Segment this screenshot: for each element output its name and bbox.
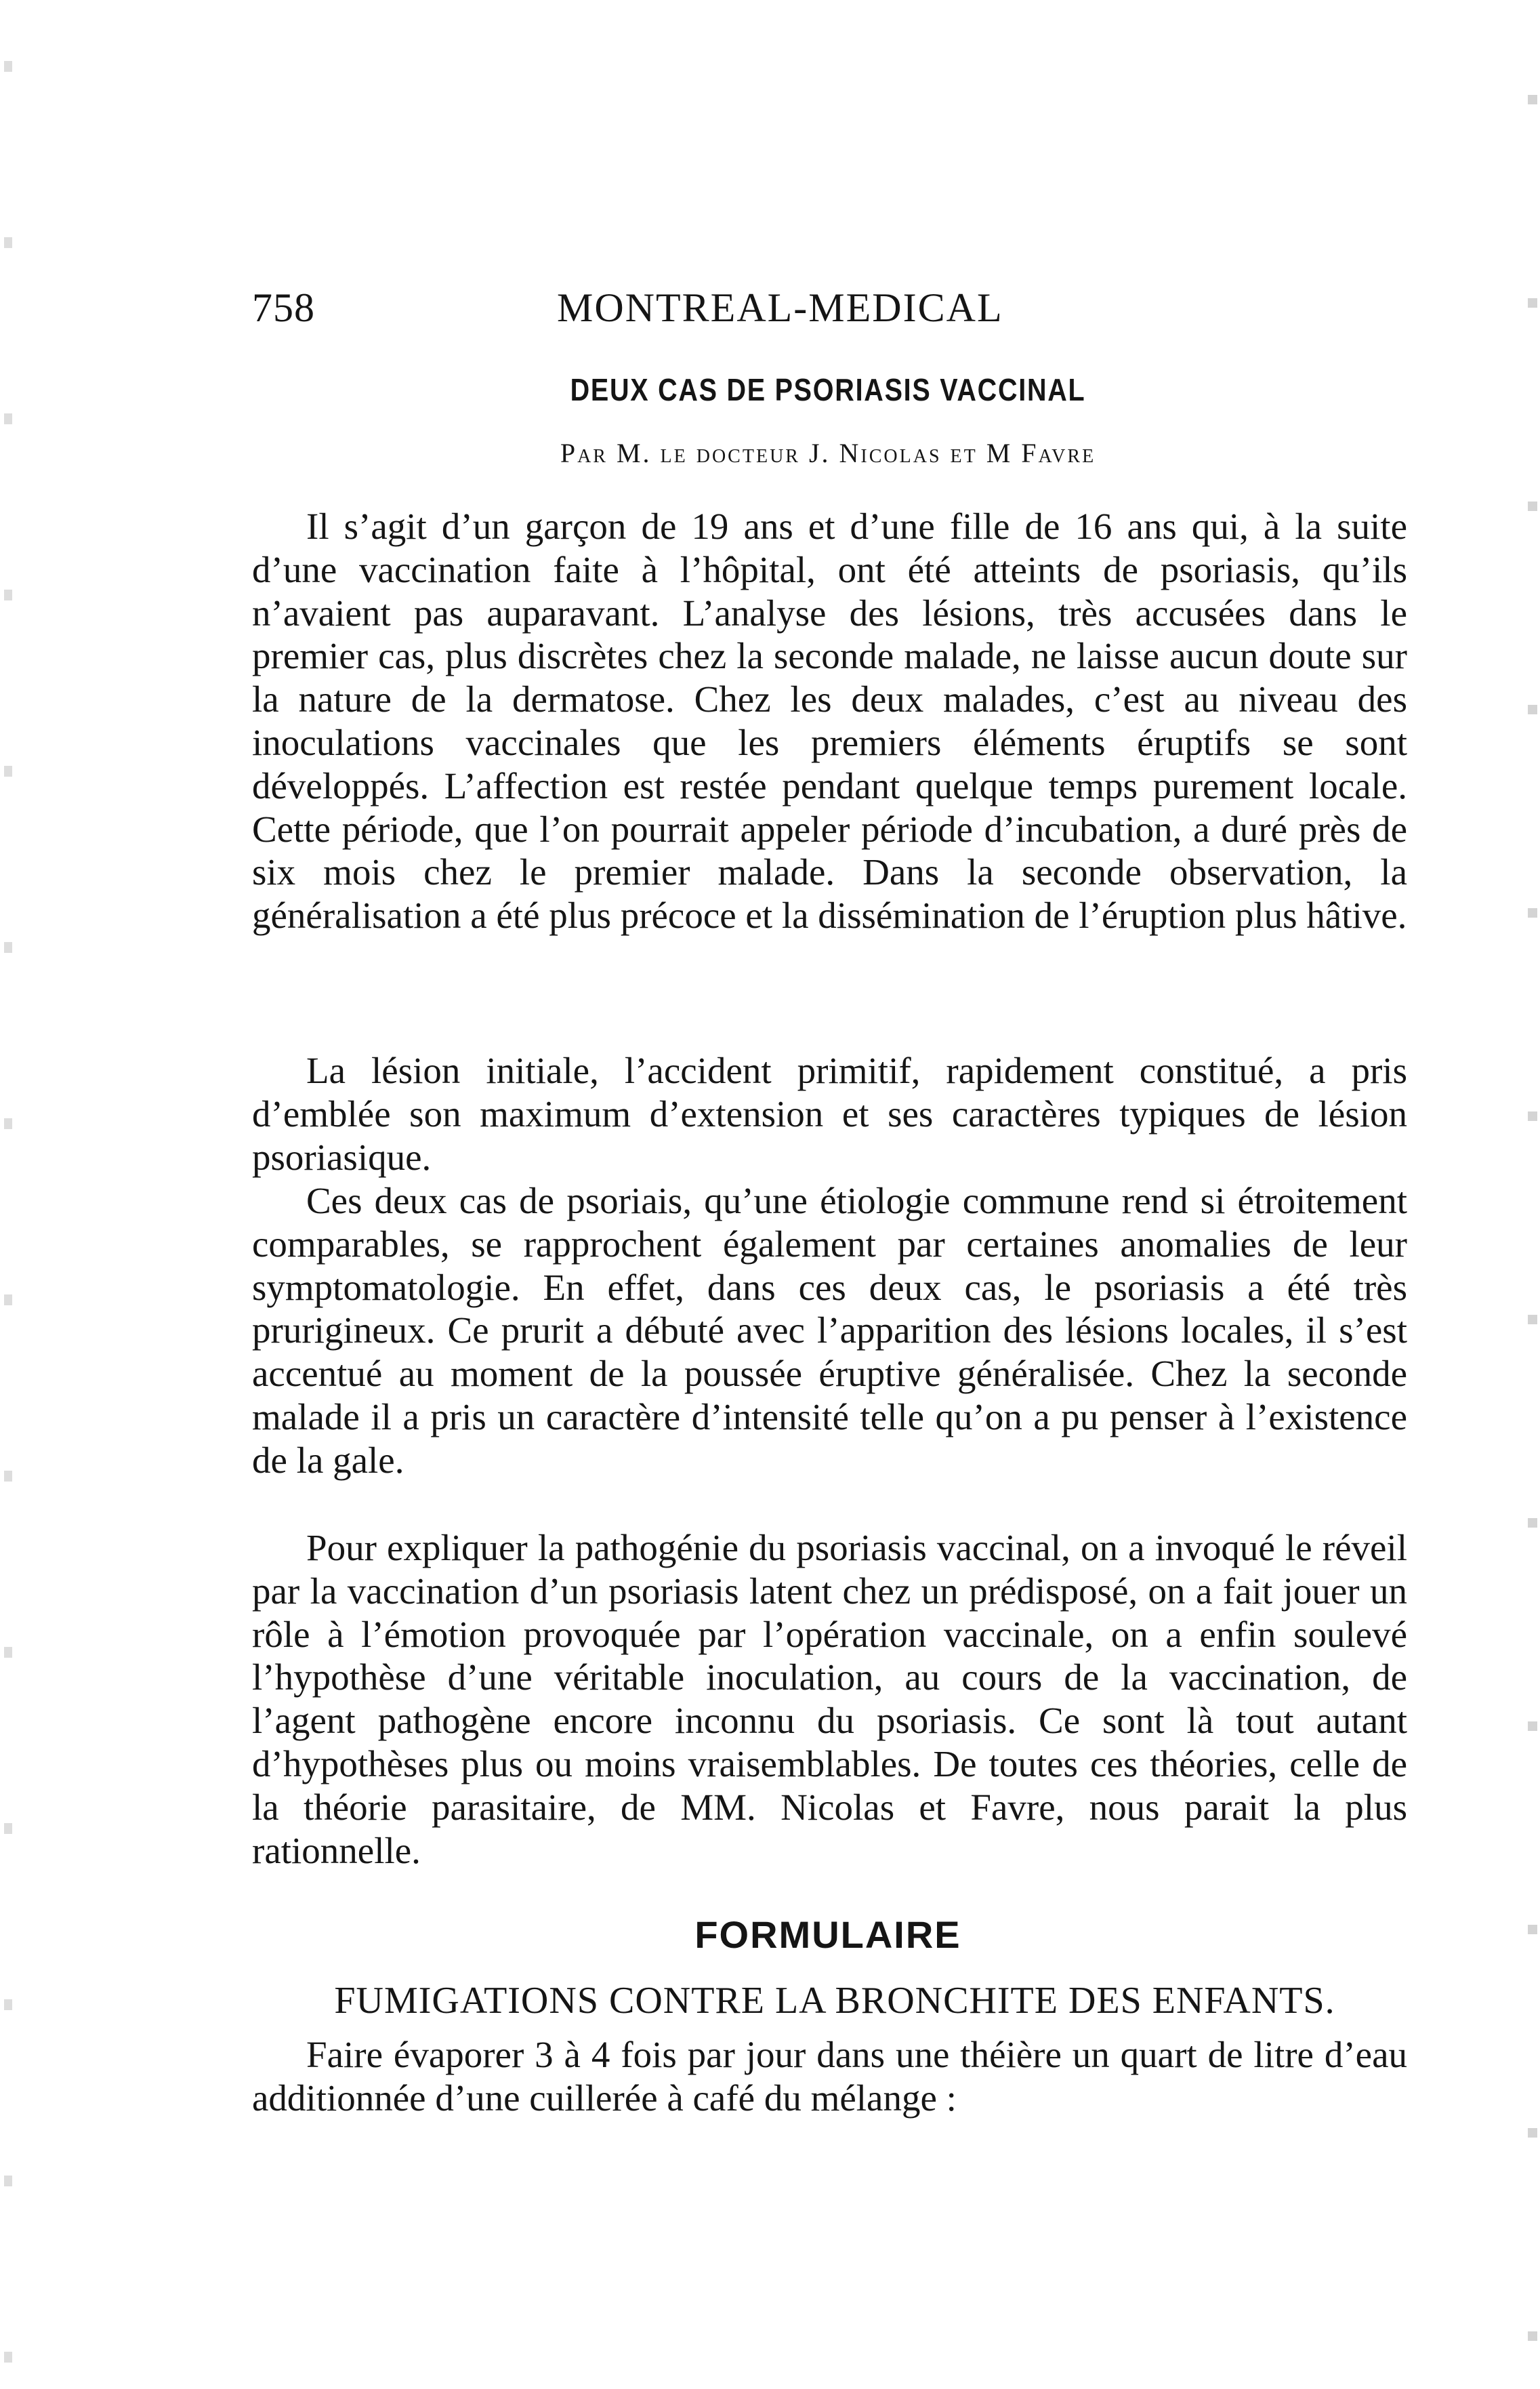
running-header xyxy=(252,285,1404,339)
paragraph-text: Ces deux cas de psoriais, qu’une étiologie commune rend si étroitement comparables, se rapprochent également par certaines anomalies de leur symptomatologie. En effet, dans ces deux cas, le psoriasis a été très prurigineux. Ce prurit a débuté avec l’apparition des lésions locales, il s’est accentué au moment de la poussée éruptive généralisée. Chez la seconde malade il a pris un caractère d’intensité telle qu’on a pu penser à l’existence de la gale. xyxy=(252,1180,1407,1481)
page-number: 758 xyxy=(252,285,315,330)
scan-edge-left xyxy=(4,0,12,2389)
scan-edge-right xyxy=(1528,0,1537,2389)
article-paragraph-1 xyxy=(252,505,1407,937)
formulary-paragraph xyxy=(252,2033,1407,2120)
article-paragraph-3 xyxy=(252,1179,1407,1482)
article-byline: Par M. le docteur J. Nicolas et M Favre xyxy=(560,438,1096,468)
article-paragraph-4 xyxy=(252,1526,1407,1872)
paragraph-text: Pour expliquer la pathogénie du psoriasis vaccinal, on a invoqué le réveil par la vaccination d’un psoriasis latent chez un prédisposé, on a fait jouer un rôle à l’émotion provoquée par l’opération vaccinale, on a enfin soulevé l’hypothèse d’une véritable inoculation, au cours de la vaccination, de l’agent pathogène encore inconnu du psoriasis. Ce sont là tout autant d’hypothèses plus ou moins vraisemblables. De toutes ces théories, celle de la théorie parasitaire, de MM. Nicolas et Favre, nous parait la plus rationnelle. xyxy=(252,1527,1407,1871)
paragraph-text: Faire évaporer 3 à 4 fois par jour dans une théière un quart de litre d’eau additionnée d’une cuillerée à café du mélange : xyxy=(252,2034,1407,2119)
journal-title: MONTREAL-MEDICAL xyxy=(557,285,1003,330)
article-title: DEUX CAS DE PSORIASIS VACCINAL xyxy=(570,372,1086,407)
paragraph-text: La lésion initiale, l’accident primitif, rapidement constitué, a pris d’emblée son maximum d’extension et ses caractères typiques de lésion psoriasique. xyxy=(252,1050,1407,1178)
formulary-subtitle: FUMIGATIONS CONTRE LA BRONCHITE DES ENFANTS. xyxy=(334,1980,1335,2022)
article-paragraph-2 xyxy=(252,1049,1407,1179)
formulary-title: FORMULAIRE xyxy=(694,1913,961,1956)
paragraph-text: Il s’agit d’un garçon de 19 ans et d’une fille de 16 ans qui, à la suite d’une vaccination faite à l’hôpital, ont été atteints de psoriasis, qu’ils n’avaient pas auparavant. L’analyse des lésions, très accusées dans le premier cas, plus discrètes chez la seconde malade, ne laisse aucun doute sur la nature de la dermatose. Chez les deux malades, c’est au niveau des inoculations vaccinales que les premiers éléments éruptifs se sont développés. L’affection est restée pendant quelque temps purement locale. Cette période, que l’on pourrait appeler période d’incubation, a duré près de six mois chez le premier malade. Dans la seconde observation, la généralisation a été plus précoce et la dissémination de l’éruption plus hâtive. xyxy=(252,506,1407,937)
